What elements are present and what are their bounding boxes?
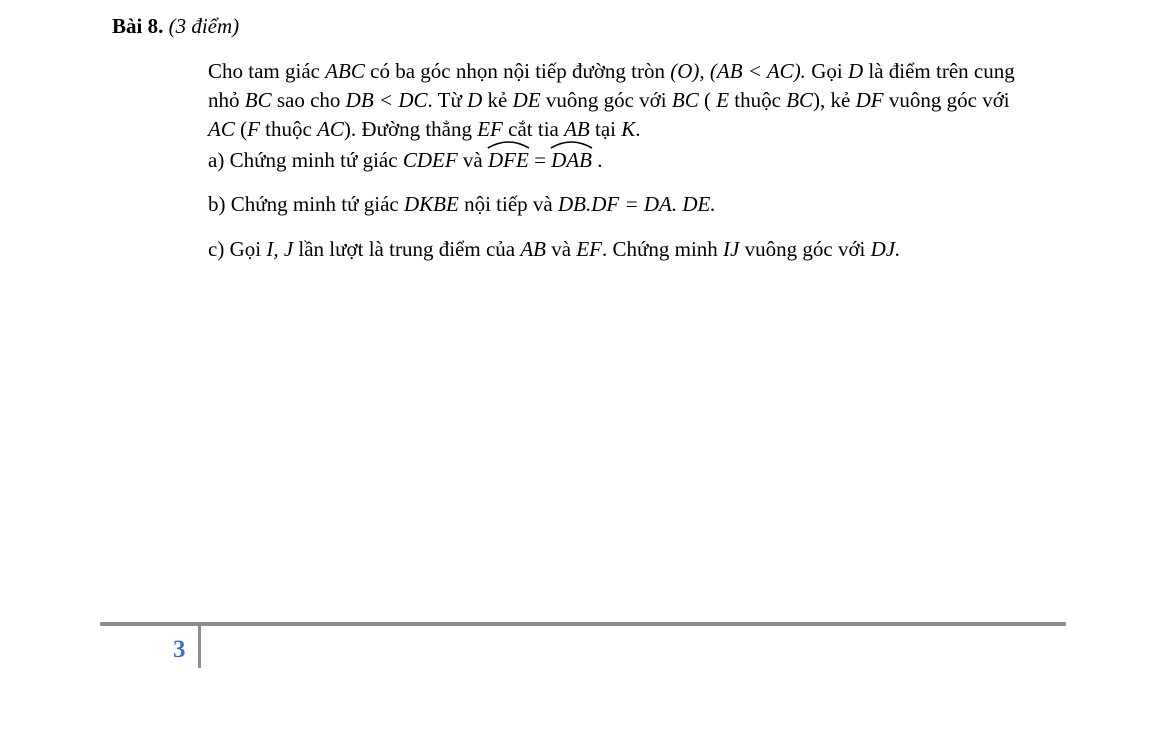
page-number: 3 — [173, 636, 186, 663]
part-b: b) Chứng minh tứ giác DKBE nội tiếp và DB.DF = DA. DE. — [208, 192, 716, 216]
page-number-bar — [198, 626, 201, 668]
problem-statement: Cho tam giác ABC có ba góc nhọn nội tiếp đường tròn (O), (AB < AC). Gọi D là điểm trên cung nhỏ BC sao cho DB < DC. Từ D kẻ DE vuông góc với BC ( E thuộc BC), kẻ DF vuông góc với AC (F thuộc AC). Đường thẳng EF cắt tia AB tại K. — [208, 59, 1015, 141]
problem-heading — [112, 12, 239, 40]
angle-dab: DAB — [551, 146, 592, 175]
problem-number: Bài 8. — [112, 14, 164, 38]
part-c: c) Gọi I, J lần lượt là trung điểm của AB và EF. Chứng minh IJ vuông góc với DJ. — [208, 237, 901, 261]
problem-body — [208, 57, 1038, 264]
angle-hat-icon — [487, 139, 530, 149]
problem-points: (3 điểm) — [168, 14, 240, 38]
angle-hat-icon — [550, 139, 593, 149]
angle-dfe: DFE — [488, 146, 529, 175]
footer-divider — [100, 622, 1066, 626]
part-a: a) Chứng minh tứ giác CDEF và DFE = DAB . — [208, 146, 1038, 175]
